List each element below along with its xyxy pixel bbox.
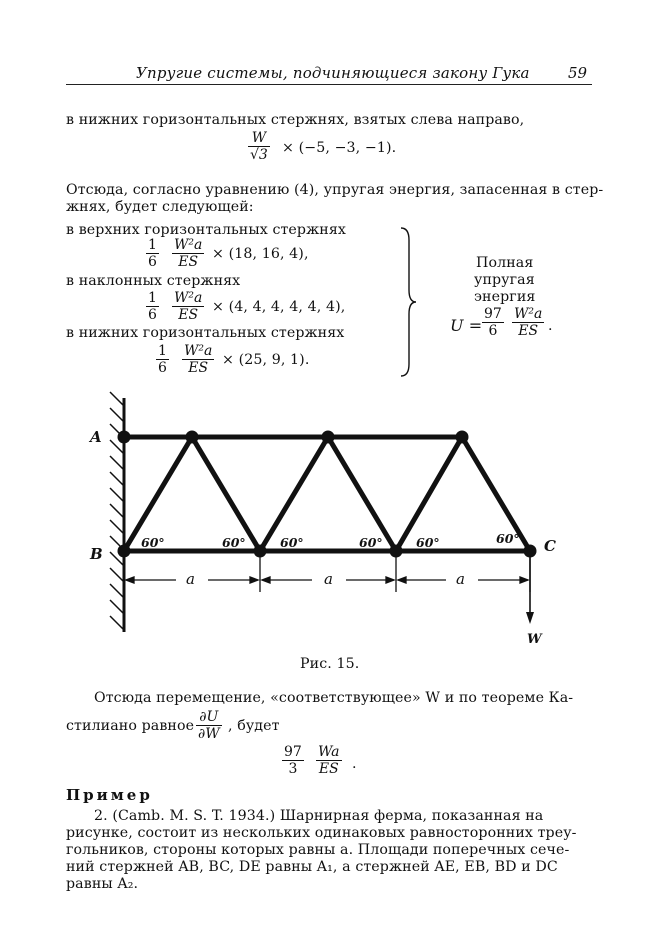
total-end: .: [548, 318, 553, 334]
dimension-label: a: [456, 570, 465, 588]
coef-den: 6: [488, 323, 498, 339]
problem-line5: равны A₂.: [66, 876, 139, 892]
coef-den: 6: [148, 254, 157, 270]
angle-label: 60°: [141, 535, 165, 550]
truss-members: [124, 437, 530, 551]
para1-line1: Отсюда, согласно уравнению (4), упругая энергия, запасенная в стер-: [66, 182, 604, 198]
energy-group-label: в нижних горизонтальных стержнях: [66, 325, 345, 341]
frac-den: ES: [178, 307, 199, 323]
total-line3: энергия: [474, 289, 536, 305]
frac-den: ES: [518, 323, 539, 339]
energy-group-vector: × (4, 4, 4, 4, 4, 4),: [212, 299, 346, 315]
para1-line2: жнях, будет следующей:: [66, 199, 254, 215]
energy-group-label: в верхних горизонтальных стержнях: [66, 222, 346, 238]
diagonal: [192, 437, 260, 551]
coef-den: 6: [158, 360, 167, 376]
energy-group-vector: × (25, 9, 1).: [222, 352, 310, 368]
formula1-denominator: √3: [250, 147, 268, 163]
coef-den: 6: [148, 307, 157, 323]
figure-caption: Рис. 15.: [300, 656, 360, 672]
coef-num: 97: [284, 744, 302, 760]
energy-group-label: в наклонных стержнях: [66, 273, 241, 289]
truss-joints: [118, 431, 537, 558]
formula1-vector: × (−5, −3, −1).: [282, 140, 397, 156]
para2-line2-suffix: , будет: [228, 718, 280, 734]
deriv-num: ∂U: [196, 709, 222, 726]
wall-hatching: [110, 392, 124, 630]
diagonal: [328, 437, 396, 551]
para2-line1: Отсюда перемещение, «соответствующее» W и по теореме Ка-: [94, 690, 574, 706]
frac-num: Wa: [318, 744, 340, 760]
formula1-numerator: W: [248, 130, 270, 147]
load-label-w: W: [527, 632, 542, 647]
frac-den: ES: [178, 254, 199, 270]
joint-label-a: A: [90, 428, 102, 446]
angle-label: 60°: [280, 535, 304, 550]
total-line2: упругая: [474, 272, 535, 288]
running-title: Упругие системы, подчиняющиеся закону Гука: [136, 64, 530, 82]
coef-num: 1: [148, 290, 157, 306]
deriv-den: ∂W: [198, 726, 220, 742]
dimension-label: a: [186, 570, 195, 588]
coef-num: 1: [148, 237, 157, 253]
joint-label-b: B: [90, 545, 103, 563]
angle-label: 60°: [359, 535, 383, 550]
result-end: .: [352, 756, 357, 772]
frac-num: W²a: [184, 343, 213, 359]
diagonal: [396, 437, 462, 551]
total-line1: Полная: [476, 255, 534, 271]
diagonal: [260, 437, 328, 551]
result-fraction: [316, 744, 342, 777]
problem-line2: рисунке, состоит из нескольких одинаковых равносторонних треу-: [66, 825, 577, 841]
frac-num: W²a: [514, 306, 543, 322]
energy-group-vector: × (18, 16, 4),: [212, 246, 309, 262]
diagonal: [124, 437, 192, 551]
problem-line1: 2. (Camb. M. S. T. 1934.) Шарнирная ферма, показанная на: [94, 808, 544, 824]
problem-line3: гольников, стороны которых равны a. Площади поперечных сече-: [66, 842, 570, 858]
frac-den: ES: [188, 360, 209, 376]
load-arrow-head: [526, 612, 534, 624]
page-number: 59: [568, 64, 588, 82]
coef-num: 97: [484, 306, 502, 322]
angle-label: 60°: [416, 535, 440, 550]
coef-den: 3: [288, 761, 298, 777]
angle-label: 60°: [496, 531, 520, 546]
example-heading: Пример: [66, 786, 153, 804]
angle-label: 60°: [222, 535, 246, 550]
intro-line: в нижних горизонтальных стержнях, взятых слева направо,: [66, 112, 525, 128]
para2-line2-prefix: стилиано равное: [66, 718, 195, 734]
frac-num: W²a: [174, 290, 203, 306]
total-lhs: U =: [450, 316, 483, 335]
frac-num: W²a: [174, 237, 203, 253]
frac-den: ES: [318, 761, 339, 777]
problem-line4: ний стержней AB, BC, DE равны A₁, а стержней AE, EB, BD и DC: [66, 859, 558, 875]
derivative-fraction: [196, 709, 222, 742]
result-coef: [282, 744, 304, 777]
dimension-label: a: [324, 570, 333, 588]
coef-num: 1: [158, 343, 167, 359]
joint-label-c: C: [544, 537, 556, 555]
